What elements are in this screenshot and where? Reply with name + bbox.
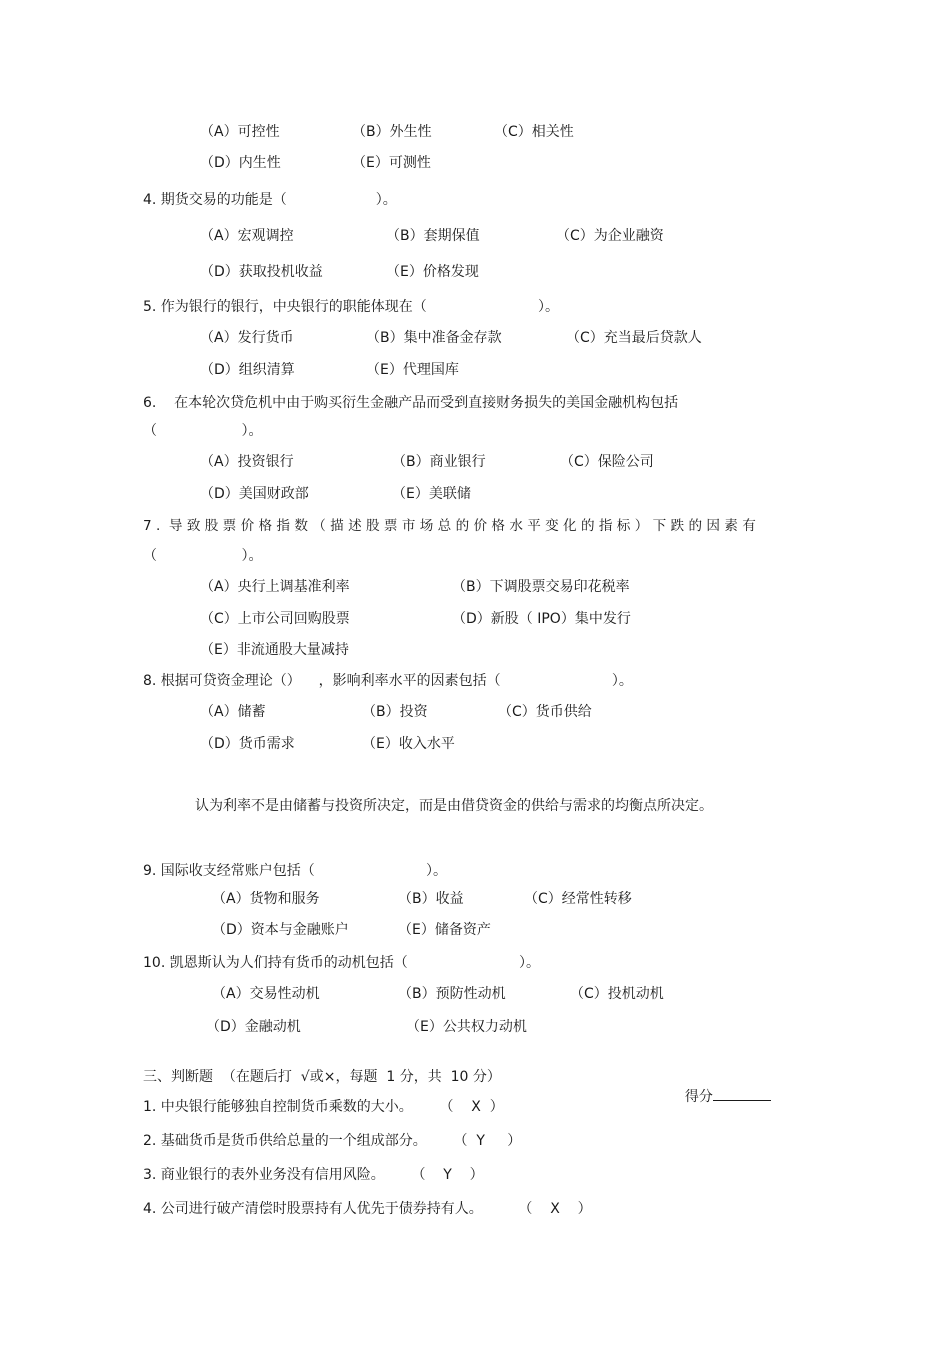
q7-option-b: （B）下调股票交易印花税率 — [452, 579, 630, 595]
q3-option-b: （B）外生性 — [352, 124, 432, 140]
q3-option-c: （C）相关性 — [494, 124, 574, 140]
tf-question-4: 4. 公司进行破产清偿时股票持有人优先于债券持有人。 （ X ） — [143, 1201, 592, 1217]
q7-option-a: （A）央行上调基准利率 — [200, 579, 350, 595]
q6-option-a: （A）投资银行 — [200, 454, 294, 470]
q9-option-c: （C）经常性转移 — [524, 891, 632, 907]
q9-option-b: （B）收益 — [398, 891, 464, 907]
q6-stem: 6. 在本轮次贷危机中由于购买衍生金融产品而受到直接财务损失的美国金融机构包括 — [143, 395, 679, 411]
q4-option-a: （A）宏观调控 — [200, 228, 294, 244]
tf-question-3: 3. 商业银行的表外业务没有信用风险。 （ Y ） — [143, 1167, 484, 1183]
q4-option-c: （C）为企业融资 — [556, 228, 664, 244]
section3-title: 三、判断题 （在题后打 √或×，每题 1 分，共 10 分） — [143, 1069, 501, 1085]
q9-option-a: （A）货物和服务 — [212, 891, 320, 907]
q10-option-a: （A）交易性动机 — [212, 986, 320, 1002]
q3-option-e: （E）可测性 — [352, 155, 431, 171]
tf-question-1: 1. 中央银行能够独自控制货币乘数的大小。 （ X ） — [143, 1099, 504, 1115]
q9-stem: 9. 国际收支经常账户包括（ ）。 — [143, 863, 448, 879]
q4-option-d: （D）获取投机收益 — [200, 264, 323, 280]
q10-option-e: （E）公共权力动机 — [406, 1019, 527, 1035]
q10-option-d: （D）金融动机 — [206, 1019, 301, 1035]
q5-stem: 5. 作为银行的银行，中央银行的职能体现在（ ）。 — [143, 299, 560, 315]
q10-option-c: （C）投机动机 — [570, 986, 664, 1002]
q7-option-c: （C）上市公司回购股票 — [200, 611, 350, 627]
q8-option-e: （E）收入水平 — [362, 736, 455, 752]
q6-option-d: （D）美国财政部 — [200, 486, 309, 502]
q7-stem-cont: （ ）。 — [143, 548, 263, 564]
q9-option-d: （D）资本与金融账户 — [212, 922, 349, 938]
q5-option-e: （E）代理国库 — [366, 362, 459, 378]
q10-stem: 10. 凯恩斯认为人们持有货币的动机包括（ ）。 — [143, 955, 540, 971]
q9-option-e: （E）储备资产 — [398, 922, 491, 938]
q3-option-d: （D）内生性 — [200, 155, 281, 171]
q4-stem: 4. 期货交易的功能是（ ）。 — [143, 192, 397, 208]
q4-option-e: （E）价格发现 — [386, 264, 479, 280]
q5-option-c: （C）充当最后贷款人 — [566, 330, 702, 346]
q5-option-a: （A）发行货币 — [200, 330, 294, 346]
q4-option-b: （B）套期保值 — [386, 228, 480, 244]
q8-option-c: （C）货币供给 — [498, 704, 592, 720]
q8-option-d: （D）货币需求 — [200, 736, 295, 752]
q7-stem: 7 . 导 致 股 票 价 格 指 数 （ 描 述 股 票 市 场 总 的 价 格 水 平 变 化 的 指 标 ） 下 跌 的 因 素 有 — [143, 518, 756, 534]
q8-stem: 8. 根据可贷资金理论（） ，影响利率水平的因素包括（ ）。 — [143, 673, 633, 689]
q5-option-d: （D）组织清算 — [200, 362, 295, 378]
theory-note: 认为利率不是由储蓄与投资所决定，而是由借贷资金的供给与需求的均衡点所决定。 — [195, 798, 713, 814]
score-label: 得分 — [684, 1089, 713, 1105]
q7-option-d: （D）新股（ IPO）集中发行 — [452, 611, 631, 627]
q8-option-b: （B）投资 — [362, 704, 428, 720]
q5-option-b: （B）集中准备金存款 — [366, 330, 502, 346]
q3-option-a: （A）可控性 — [200, 124, 280, 140]
q10-option-b: （B）预防性动机 — [398, 986, 506, 1002]
tf-question-2: 2. 基础货币是货币供给总量的一个组成部分。 （ Y ） — [143, 1133, 522, 1149]
q6-option-c: （C）保险公司 — [560, 454, 654, 470]
score-field — [676, 1068, 771, 1106]
score-blank — [713, 1086, 771, 1101]
q7-option-e: （E）非流通股大量减持 — [200, 642, 349, 658]
q6-stem-cont: （ ）。 — [143, 423, 263, 439]
q8-option-a: （A）储蓄 — [200, 704, 266, 720]
q6-option-e: （E）美联储 — [392, 486, 471, 502]
q6-option-b: （B）商业银行 — [392, 454, 486, 470]
